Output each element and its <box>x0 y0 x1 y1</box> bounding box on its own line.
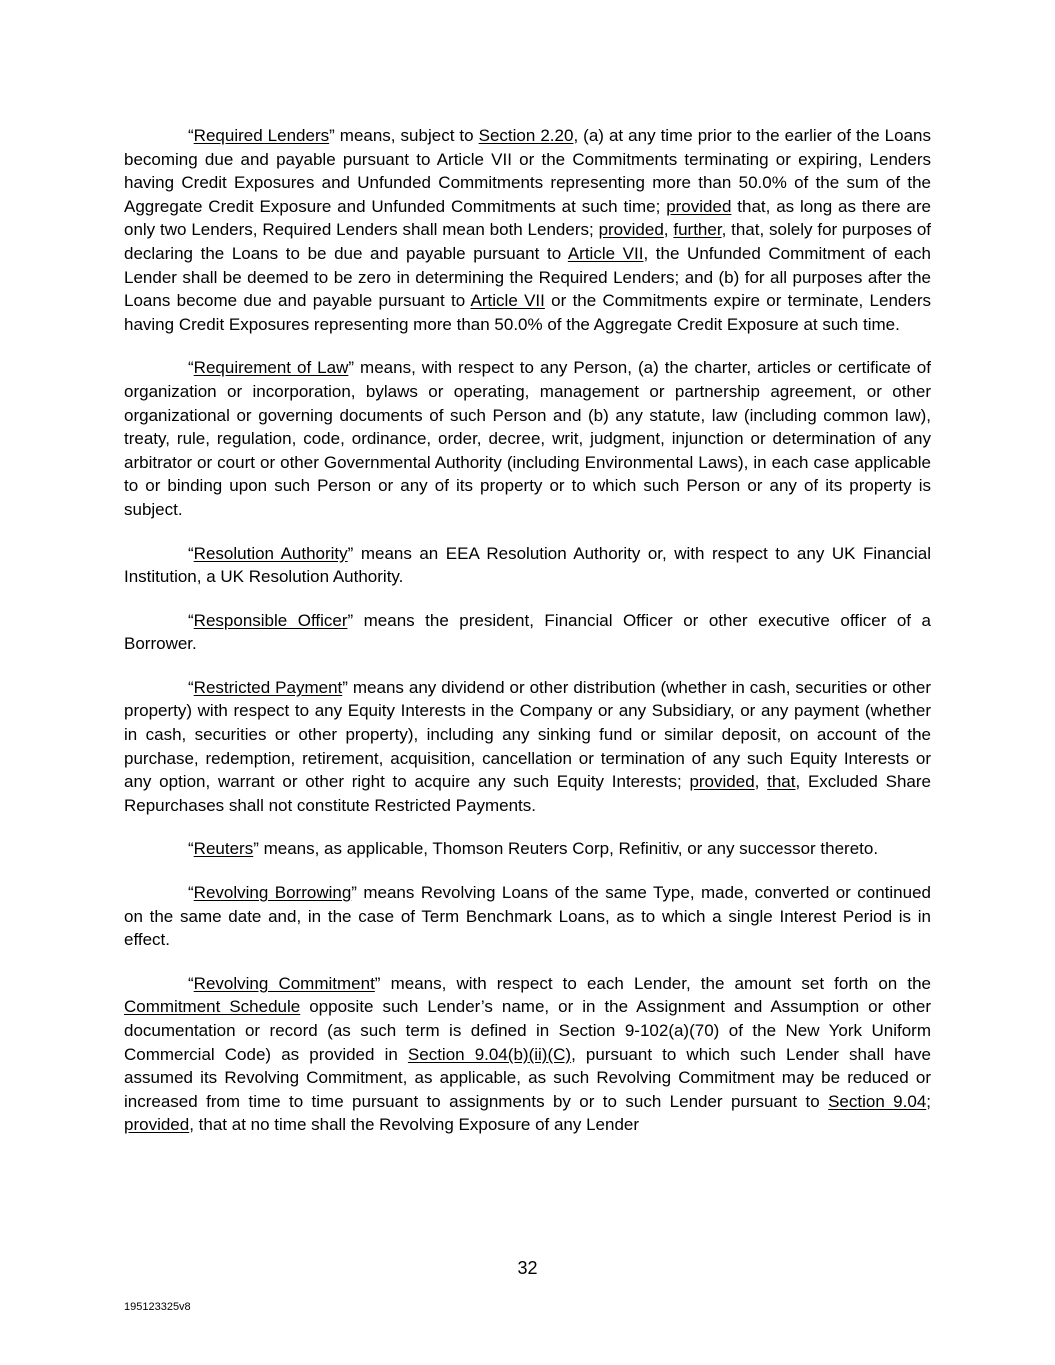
paragraph-text: opposite such Lender’s name, or in the Assignment and Assumption or other documentation or record (as such term is defined in Section 9-102(a)(70) of the New York Uniform Commercial Code) as provided in <box>124 997 931 1064</box>
paragraph-text: that, as long as there are only two Lenders, Required Lenders shall mean both Lenders; <box>124 196 931 240</box>
paragraph-text: , <box>663 220 674 240</box>
paragraph-text: ” means, with respect to each Lender, the amount set forth on the <box>374 973 931 993</box>
underlined-term: Restricted Payment <box>193 677 343 697</box>
paragraph-text: “ <box>188 610 194 630</box>
underlined-term: Revolving Commitment <box>193 973 375 993</box>
underlined-term: Reuters <box>193 839 254 859</box>
underlined-term: Commitment Schedule <box>124 997 301 1017</box>
underlined-term: Article VII <box>470 291 545 311</box>
paragraph-text: , that at no time shall the Revolving Exposure of any Lender <box>189 1115 640 1135</box>
paragraph-text: “ <box>188 677 194 697</box>
paragraph-text: , the Unfunded Commitment of each Lender shall be deemed to be zero in determining the Required Lenders; and (b) for all purposes after the Loans become due and payable pursuant to <box>124 243 931 311</box>
underlined-term: provided <box>124 1115 190 1135</box>
underlined-term: Responsible Officer <box>193 610 348 630</box>
document-id: 195123325v8 <box>124 1301 191 1313</box>
definition-paragraph <box>124 837 931 861</box>
paragraph-text: ; <box>926 1091 932 1111</box>
paragraph-text: ” means the president, Financial Officer or other executive officer of a Borrower. <box>124 610 931 654</box>
paragraph-text: ” means any dividend or other distribution (whether in cash, securities or other property) with respect to any Equity Interests in the Company or any Subsidiary, or any payment (whether in cash, securities or other property), including any sinking fund or similar deposit, on account of the purchase, redemption, retirement, acquisition, cancellation or termination of any such Equity Interests or any option, warrant or other right to acquire any such Equity Interests; <box>124 677 931 792</box>
underlined-term: Resolution Authority <box>193 543 348 563</box>
underlined-term: provided <box>689 772 755 792</box>
paragraph-text: “ <box>188 839 194 859</box>
underlined-term: provided <box>598 220 664 240</box>
underlined-term: Section 9.04 <box>828 1091 927 1111</box>
underlined-term: Section 9.04(b)(ii)(C) <box>407 1044 572 1064</box>
paragraph-text: “ <box>188 358 194 378</box>
paragraph-text: “ <box>188 973 194 993</box>
paragraph-text: , pursuant to which such Lender shall have assumed its Revolving Commitment, as applicable, as such Revolving Commitment may be reduced or increased from time to time pursuant to assignments by or to such Lender pursuant to <box>124 1044 931 1111</box>
underlined-term: that <box>767 772 796 792</box>
paragraph-text: , that, solely for purposes of declaring the Loans to be due and payable pursuant to <box>124 220 931 263</box>
underlined-term: provided <box>666 196 732 216</box>
underlined-term: Article VII <box>567 243 644 263</box>
paragraph-text: ” means, with respect to any Person, (a) the charter, articles or certificate of organization or incorporation, bylaws or operating, management or partnership agreement, or other organizational or governing documents of such Person and (b) any statute, law (including common law), treaty, rule, regulation, code, ordinance, order, decree, writ, judgment, injunction or determination of any arbitrator or court or other Governmental Authority (including Environmental Laws), in each case applicable to or binding upon such Person or any of its property or to which such Person or any of its property is subject. <box>124 358 931 519</box>
definition-paragraph <box>124 124 931 336</box>
page-number: 32 <box>517 1258 538 1278</box>
paragraph-text: ” means, subject to <box>329 126 479 145</box>
paragraph-text: “ <box>188 126 194 145</box>
definition-paragraph <box>124 609 931 656</box>
underlined-term: Requirement of Law <box>193 358 349 378</box>
paragraph-text: ” means Revolving Loans of the same Type, made, converted or continued on the same date and, in the case of Term Benchmark Loans, as to which a single Interest Period is in effect. <box>124 883 931 950</box>
paragraph-text: “ <box>188 883 194 903</box>
underlined-term: Required Lenders <box>193 126 330 145</box>
definition-paragraph <box>124 972 931 1137</box>
paragraph-text: ” means, as applicable, Thomson Reuters Corp, Refinitiv, or any successor thereto. <box>253 839 879 859</box>
definition-paragraph <box>124 542 931 589</box>
underlined-term: further <box>673 220 722 240</box>
paragraph-text: , (a) at any time prior to the earlier of the Loans becoming due and payable pursuant to Article VII or the Commitments terminating or expiring, Lenders having Credit Exposures and Unfunded Commitments representing more than 50.0% of the sum of the Aggregate Credit Exposure and Unfunded Commitments at such time; <box>124 126 931 216</box>
paragraph-text: or the Commitments expire or terminate, Lenders having Credit Exposures representing more than 50.0% of the Aggregate Credit Exposure at such time. <box>124 291 931 334</box>
paragraph-text: ” means an EEA Resolution Authority or, with respect to any UK Financial Institution, a UK Resolution Authority. <box>124 543 931 587</box>
paragraph-text: , Excluded Share Repurchases shall not constitute Restricted Payments. <box>124 772 931 815</box>
definition-paragraph <box>124 881 931 952</box>
document-body <box>124 124 931 1157</box>
paragraph-text: “ <box>188 543 194 563</box>
definition-paragraph <box>124 356 931 521</box>
underlined-term: Revolving Borrowing <box>193 883 352 903</box>
definition-paragraph <box>124 676 931 818</box>
paragraph-text: , <box>754 772 768 792</box>
underlined-term: Section 2.20 <box>478 126 574 145</box>
